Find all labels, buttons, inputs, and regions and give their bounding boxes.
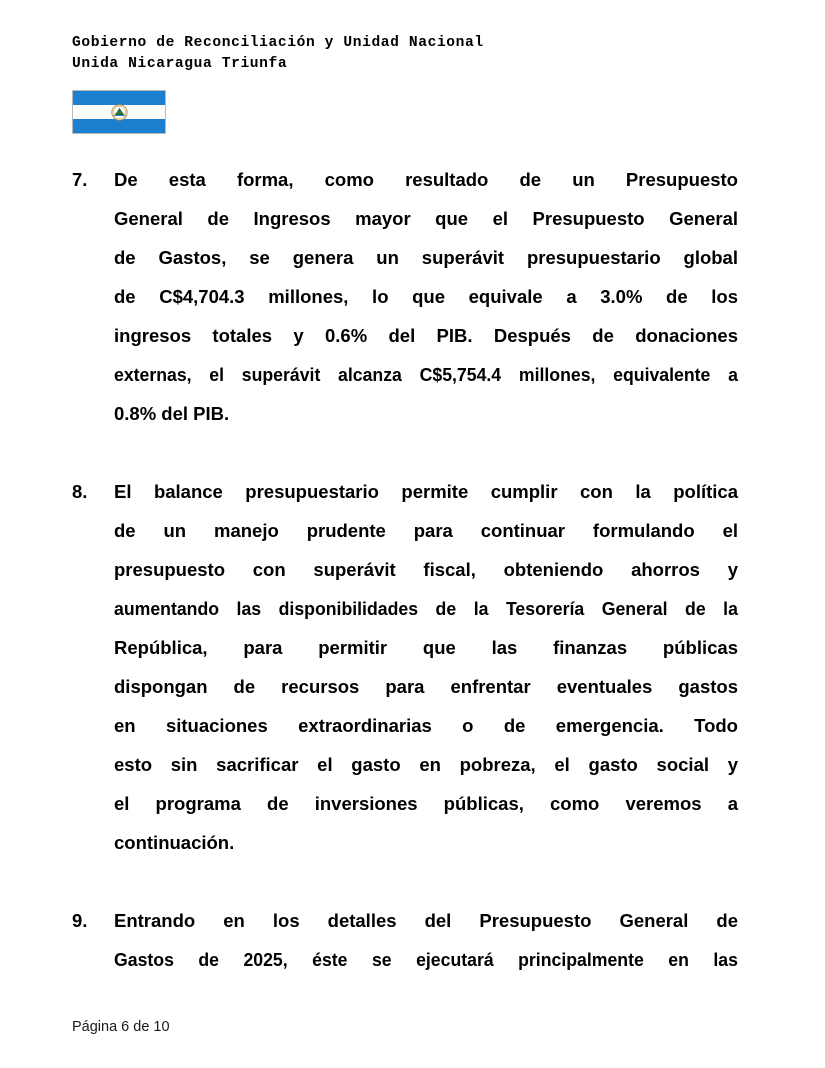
list-item-text xyxy=(114,472,738,862)
paragraph-line: República, para permitir que las finanzas públicas xyxy=(114,637,738,658)
paragraph-line: 0.8% del PIB. xyxy=(114,403,230,424)
paragraph-line: Entrando en los detalles del Presupuesto General de xyxy=(114,910,738,931)
nicaragua-flag xyxy=(72,90,166,134)
flag-stripe-bottom xyxy=(73,119,165,133)
list-item xyxy=(72,160,738,433)
list-item xyxy=(72,472,738,862)
paragraph-line: aumentando las disponibilidades de la Tesorería General de la xyxy=(114,598,738,619)
document-body xyxy=(72,160,738,979)
paragraph-line: General de Ingresos mayor que el Presupuesto General xyxy=(114,208,738,229)
list-item-text xyxy=(114,160,738,433)
paragraph-line: en situaciones extraordinarias o de emergencia. Todo xyxy=(114,715,738,736)
list-item-number: 7. xyxy=(72,169,88,190)
list-item xyxy=(72,901,738,979)
paragraph-line: de Gastos, se genera un superávit presupuestario global xyxy=(114,247,738,268)
header-line-slogan: Unida Nicaragua Triunfa xyxy=(72,56,288,72)
paragraph-line: dispongan de recursos para enfrentar eventuales gastos xyxy=(114,676,738,697)
paragraph-line: el programa de inversiones públicas, como veremos a xyxy=(114,793,738,814)
list-item-text xyxy=(114,901,738,979)
paragraph-line: ingresos totales y 0.6% del PIB. Después de donaciones xyxy=(114,325,738,346)
list-item-number: 9. xyxy=(72,910,88,931)
paragraph-line: esto sin sacrificar el gasto en pobreza, el gasto social y xyxy=(114,754,738,775)
header-line-government: Gobierno de Reconciliación y Unidad Nacional xyxy=(72,35,484,51)
list-item-number: 8. xyxy=(72,481,88,502)
page-footer: Página 6 de 10 xyxy=(72,1019,170,1035)
paragraph-line: presupuesto con superávit fiscal, obteniendo ahorros y xyxy=(114,559,738,580)
paragraph-line: Gastos de 2025, éste se ejecutará principalmente en las xyxy=(114,949,738,970)
paragraph-line: De esta forma, como resultado de un Presupuesto xyxy=(114,169,738,190)
flag-emblem-icon xyxy=(111,104,128,121)
flag-graphic xyxy=(72,90,166,134)
paragraph-line: externas, el superávit alcanza C$5,754.4 millones, equivalente a xyxy=(114,364,738,385)
paragraph-line: El balance presupuestario permite cumplir con la política xyxy=(114,481,738,502)
paragraph-line: de un manejo prudente para continuar formulando el xyxy=(114,520,738,541)
document-header xyxy=(72,33,732,75)
paragraph-line: de C$4,704.3 millones, lo que equivale a 3.0% de los xyxy=(114,286,738,307)
paragraph-line: continuación. xyxy=(114,832,235,853)
